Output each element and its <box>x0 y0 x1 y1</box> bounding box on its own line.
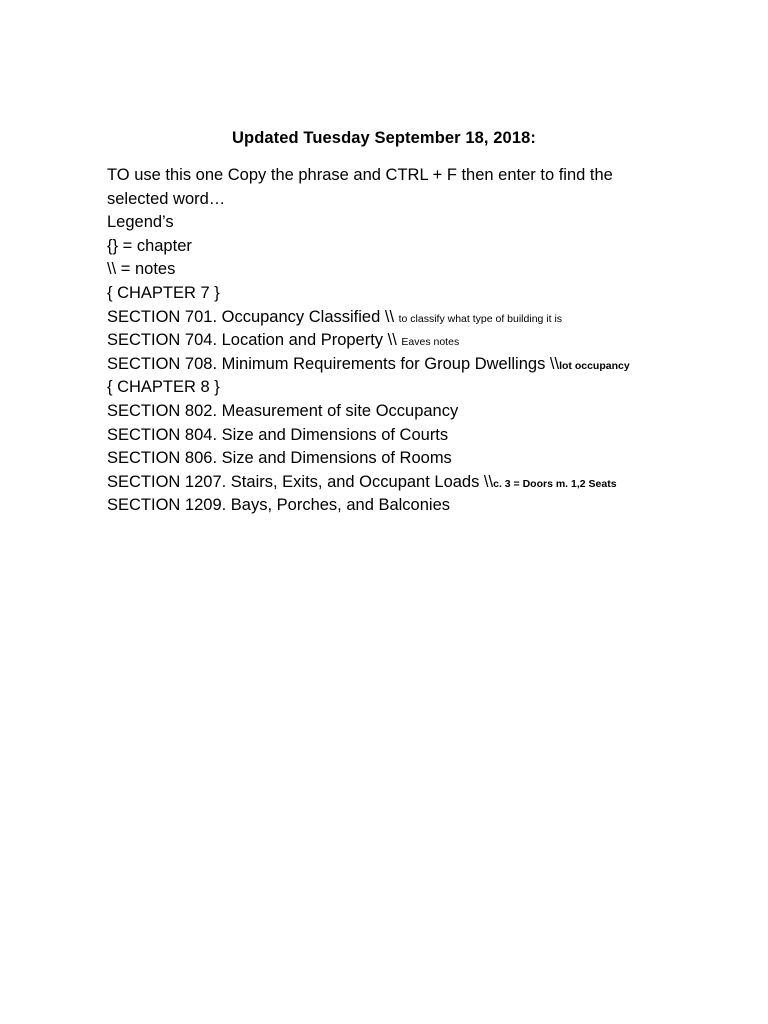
section-802: SECTION 802. Measurement of site Occupancy <box>107 401 459 420</box>
legend-chapter: {} = chapter <box>107 236 192 255</box>
section-1207-title: SECTION 1207. Stairs, Exits, and Occupant Loads \\ <box>107 472 494 491</box>
section-708-note: lot occupancy <box>559 359 630 372</box>
section-708 <box>107 353 667 377</box>
section-1207 <box>107 471 667 495</box>
legend-heading: Legend’s <box>107 213 174 232</box>
legend-notes: \\ = notes <box>107 260 176 279</box>
section-708-title: SECTION 708. Minimum Requirements for Group Dwellings \\ <box>107 354 560 373</box>
section-804: SECTION 804. Size and Dimensions of Courts <box>107 425 449 444</box>
section-704 <box>107 329 667 353</box>
section-701-title: SECTION 701. Occupancy Classified \\ <box>107 307 399 326</box>
chapter-7-heading: { CHAPTER 7 } <box>107 283 220 302</box>
section-1209: SECTION 1209. Bays, Porches, and Balconies <box>107 496 451 515</box>
chapter-8-heading: { CHAPTER 8 } <box>107 378 220 397</box>
section-701-note: to classify what type of building it is <box>398 312 563 325</box>
section-806: SECTION 806. Size and Dimensions of Rooms <box>107 449 452 468</box>
intro-line-1: TO use this one Copy the phrase and CTRL + F then enter to find the <box>107 166 613 184</box>
section-704-note: Eaves notes <box>401 336 460 349</box>
section-704-title: SECTION 704. Location and Property \\ <box>107 331 402 350</box>
intro-line-2: selected word… <box>107 189 226 208</box>
document-body <box>107 164 667 518</box>
page-title: Updated Tuesday September 18, 2018: <box>232 129 536 147</box>
section-1207-note: c. 3 = Doors m. 1,2 Seats <box>493 477 617 490</box>
section-701 <box>107 306 667 330</box>
